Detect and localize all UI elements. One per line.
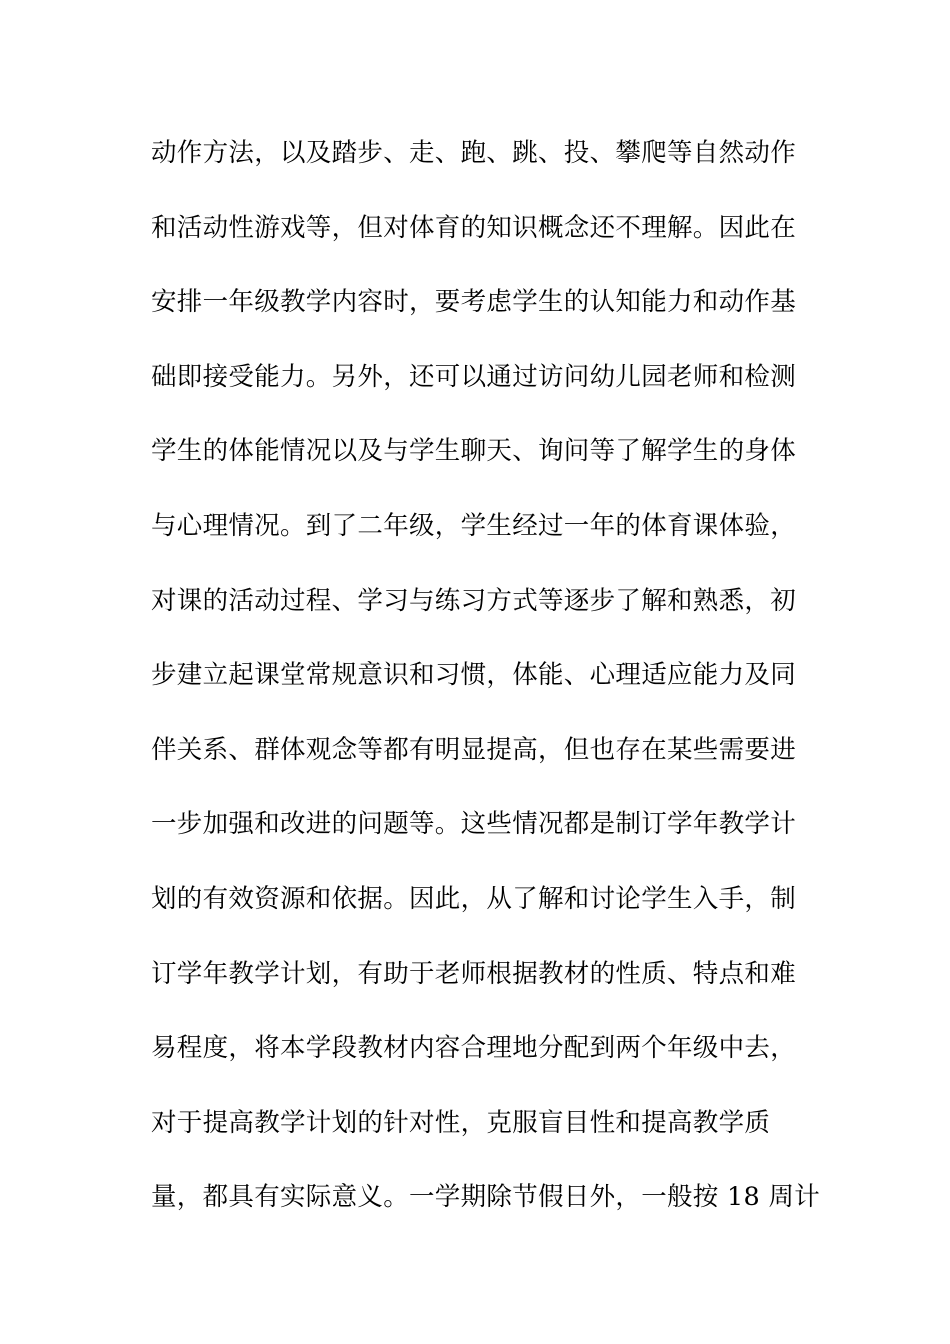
text-line: 对课的活动过程、学习与练习方式等逐步了解和熟悉，初: [151, 585, 797, 616]
text-line: 步建立起课堂常规意识和习惯，体能、心理适应能力及同: [151, 660, 797, 691]
text-line: 一步加强和改进的问题等。这些情况都是制订学年教学计: [151, 809, 797, 840]
text-line: 动作方法，以及踏步、走、跑、跳、投、攀爬等自然动作: [151, 138, 797, 168]
text-line: 对于提高教学计划的针对性，克服盲目性和提高教学质: [151, 1107, 771, 1138]
text-line: 础即接受能力。另外，还可以通过访问幼儿园老师和检测: [151, 361, 797, 392]
text-line: 和活动性游戏等，但对体育的知识概念还不理解。因此在: [151, 212, 797, 243]
text-line: 易程度，将本学段教材内容合理地分配到两个年级中去，: [151, 1033, 797, 1064]
text-line: 与心理情况。到了二年级，学生经过一年的体育课体验，: [151, 510, 797, 541]
text-line: 订学年教学计划，有助于老师根据教材的性质、特点和难: [151, 958, 797, 989]
text-line: 划的有效资源和依据。因此，从了解和讨论学生入手，制: [151, 883, 797, 914]
text-line: 伴关系、群体观念等都有明显提高，但也存在某些需要进: [151, 734, 797, 765]
text-line: 量，都具有实际意义。一学期除节假日外，一般按 18 周计: [151, 1182, 821, 1213]
body-paragraph: [151, 128, 821, 1247]
text-line: 安排一年级教学内容时，要考虑学生的认知能力和动作基: [151, 287, 797, 318]
text-line: 学生的体能情况以及与学生聊天、询问等了解学生的身体: [151, 436, 797, 467]
